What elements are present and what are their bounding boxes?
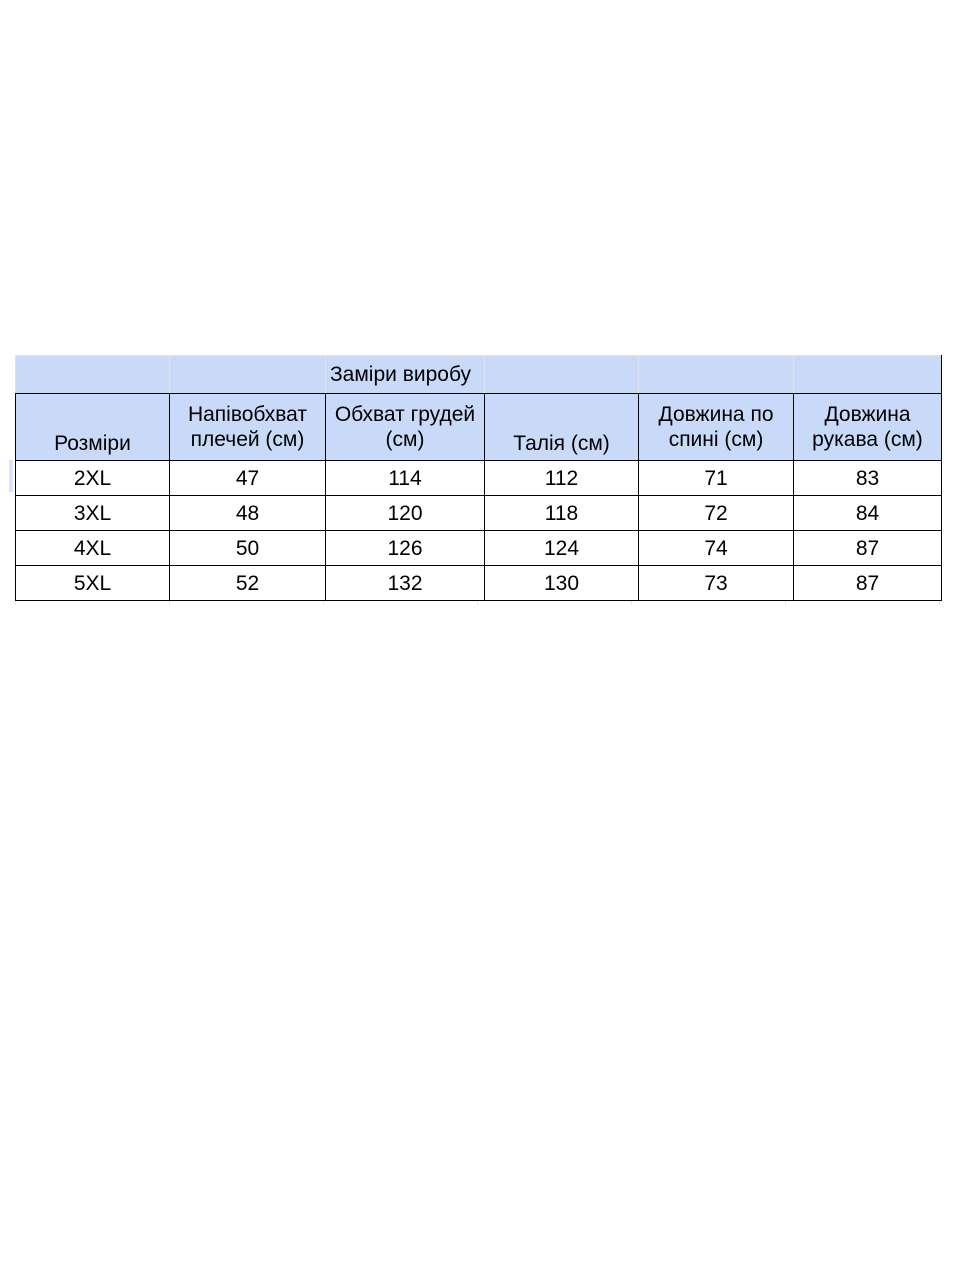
cell-chest: 114 [326, 461, 485, 496]
cell-back-length: 73 [639, 566, 794, 601]
cell-back-length: 72 [639, 496, 794, 531]
cell-chest: 132 [326, 566, 485, 601]
cell-sleeve-length: 83 [794, 461, 942, 496]
selected-row-marker [9, 460, 13, 492]
cell-size: 3XL [16, 496, 170, 531]
header-chest: Обхват грудей (см) [326, 394, 485, 461]
title-cell-empty [16, 356, 170, 394]
cell-shoulders: 48 [170, 496, 326, 531]
cell-sleeve-length: 84 [794, 496, 942, 531]
title-cell-empty [794, 356, 942, 394]
cell-shoulders: 47 [170, 461, 326, 496]
cell-waist: 112 [485, 461, 639, 496]
table-title: Заміри виробу [330, 363, 472, 386]
cell-waist: 118 [485, 496, 639, 531]
size-chart [15, 355, 942, 601]
title-row [16, 356, 942, 394]
title-cell-empty [639, 356, 794, 394]
header-shoulders: Напівобхват плечей (см) [170, 394, 326, 461]
cell-back-length: 71 [639, 461, 794, 496]
header-size: Розміри [16, 394, 170, 461]
cell-chest: 120 [326, 496, 485, 531]
header-sleeve-length: Довжина рукава (см) [794, 394, 942, 461]
cell-shoulders: 52 [170, 566, 326, 601]
cell-chest: 126 [326, 531, 485, 566]
cell-size: 2XL [16, 461, 170, 496]
title-cell-empty [485, 356, 639, 394]
faint-gridline [15, 601, 944, 605]
table-row [16, 496, 942, 531]
cell-back-length: 74 [639, 531, 794, 566]
cell-sleeve-length: 87 [794, 566, 942, 601]
cell-sleeve-length: 87 [794, 531, 942, 566]
cell-waist: 124 [485, 531, 639, 566]
header-waist: Талія (см) [485, 394, 639, 461]
table-row [16, 531, 942, 566]
size-table [15, 355, 942, 601]
title-cell [326, 356, 485, 394]
header-row [16, 394, 942, 461]
cell-shoulders: 50 [170, 531, 326, 566]
cell-size: 5XL [16, 566, 170, 601]
title-cell-empty [170, 356, 326, 394]
header-back-length: Довжина по спині (см) [639, 394, 794, 461]
table-row [16, 566, 942, 601]
table-row [16, 461, 942, 496]
cell-size: 4XL [16, 531, 170, 566]
cell-waist: 130 [485, 566, 639, 601]
